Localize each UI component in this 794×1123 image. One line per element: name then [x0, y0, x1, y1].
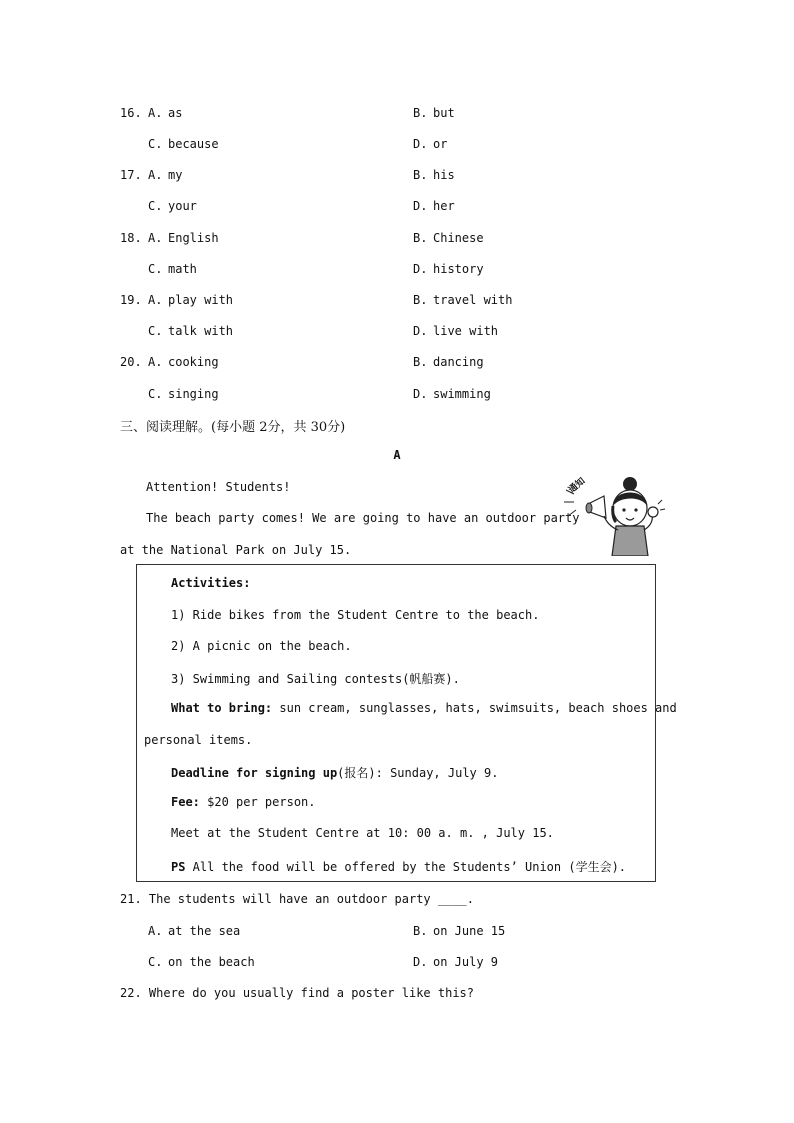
option-c: C. your	[148, 199, 197, 213]
option-c: C. talk with	[148, 324, 234, 338]
option-d: D. history	[413, 262, 484, 276]
option-d: D. live with	[413, 324, 499, 338]
intro-line-1: Attention! Students!	[146, 480, 291, 494]
intro-line-3: at the National Park on July 15.	[120, 543, 352, 557]
intro-line-2: The beach party comes! We are going to have an outdoor party	[146, 511, 580, 525]
question-22-stem: 22. Where do you usually find a poster like this?	[120, 986, 475, 1000]
option-a: A. English	[148, 231, 219, 245]
option-b: B. his	[413, 168, 455, 182]
question-number: 16.	[120, 106, 142, 120]
option-a: A. my	[148, 168, 183, 182]
what-to-bring-label: What to bring:	[171, 701, 273, 715]
option-a: A. at the sea	[148, 924, 241, 938]
option-b: B. on June 15	[413, 924, 506, 938]
girl-megaphone-icon	[560, 474, 668, 556]
deadline	[171, 764, 498, 781]
option-d: D. her	[413, 199, 455, 213]
deadline-text: (报名): Sunday, July 9.	[337, 766, 499, 780]
question-number: 20.	[120, 355, 142, 369]
meet-info: Meet at the Student Centre at 10: 00 a. m. , July 15.	[171, 826, 554, 840]
option-d: D. on July 9	[413, 955, 499, 969]
option-d: D. swimming	[413, 387, 491, 401]
activities-heading: Activities:	[171, 576, 251, 590]
option-b: B. dancing	[413, 355, 484, 369]
question-number: 17.	[120, 168, 142, 182]
option-a: A. as	[148, 106, 183, 120]
option-a: A. cooking	[148, 355, 219, 369]
option-d: D. or	[413, 137, 448, 151]
option-b: B. but	[413, 106, 455, 120]
ps-note	[171, 858, 626, 875]
fee	[171, 795, 316, 809]
option-c: C. because	[148, 137, 219, 151]
what-to-bring	[171, 701, 677, 715]
option-c: C. math	[148, 262, 197, 276]
question-number: 18.	[120, 231, 142, 245]
fee-label: Fee:	[171, 795, 200, 809]
section-title: 三、阅读理解。(每小题 2分，共 30分)	[120, 420, 346, 435]
sticker-text: 通知	[567, 476, 588, 496]
activity-3: 3) Swimming and Sailing contests(帆船赛).	[171, 672, 460, 686]
option-c: C. singing	[148, 387, 219, 401]
option-b: B. travel with	[413, 293, 513, 307]
notice-box	[136, 564, 677, 882]
question-21-stem: 21. The students will have an outdoor party ____.	[120, 892, 475, 906]
what-to-bring-text: sun cream, sunglasses, hats, swimsuits, beach shoes and	[272, 701, 677, 715]
fee-text: $20 per person.	[199, 795, 316, 809]
activity-1: 1) Ride bikes from the Student Centre to the beach.	[171, 608, 540, 622]
deadline-label: Deadline for signing up	[171, 766, 338, 780]
activity-2: 2) A picnic on the beach.	[171, 639, 352, 653]
ps-text: All the food will be offered by the Students’ Union (学生会).	[185, 860, 627, 874]
option-b: B. Chinese	[413, 231, 484, 245]
girl-megaphone-illustration	[560, 474, 668, 556]
ps-label: PS	[171, 860, 186, 874]
option-a: A. play with	[148, 293, 234, 307]
passage-title: A	[393, 448, 401, 462]
question-number: 19.	[120, 293, 142, 307]
what-to-bring-text-2: personal items.	[144, 733, 253, 747]
option-c: C. on the beach	[148, 955, 255, 969]
